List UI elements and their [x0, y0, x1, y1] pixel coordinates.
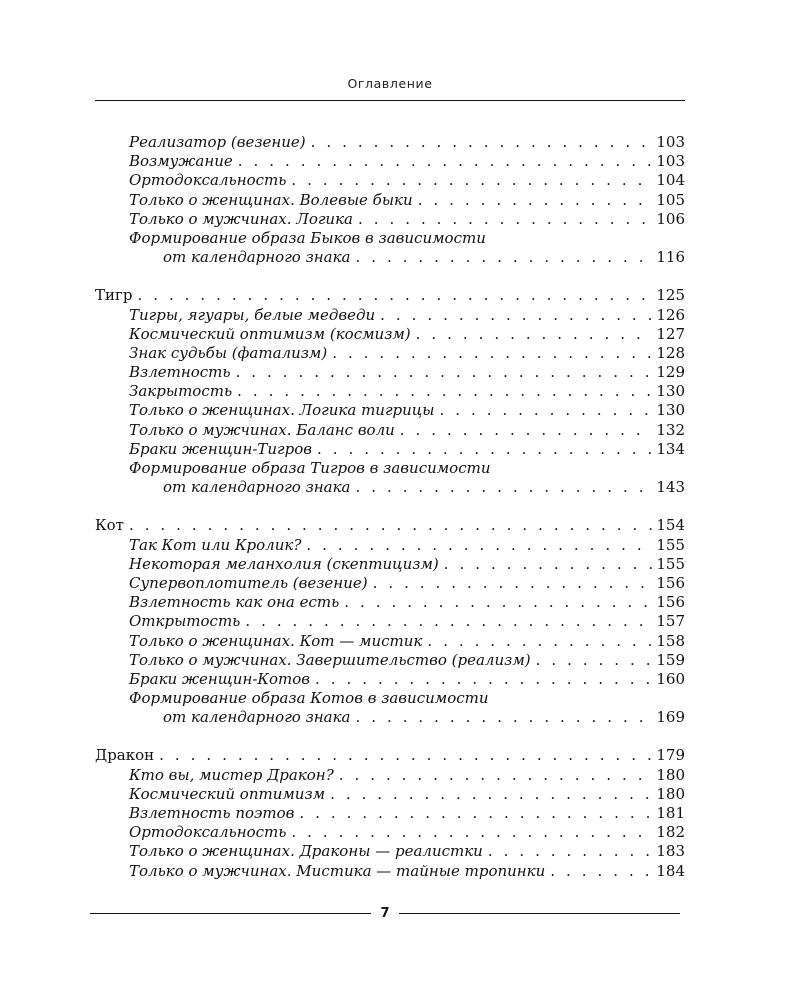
toc-entry [95, 382, 685, 401]
dot-leader [439, 555, 653, 574]
toc-entry [95, 478, 685, 497]
toc-entry-page: 179 [656, 746, 685, 765]
toc-entry [95, 536, 685, 555]
toc-entry [95, 248, 685, 267]
toc-entry-page: 158 [656, 631, 685, 650]
toc-entry-title: Ортодоксальность [129, 823, 287, 842]
toc-entry-title: Взлетность как она есть [129, 593, 340, 612]
toc-entry [95, 651, 685, 670]
dot-leader [327, 344, 652, 363]
toc-entry [95, 459, 685, 478]
dot-leader [286, 171, 652, 190]
dot-leader [124, 516, 652, 535]
toc-entry-title: Тигры, ягуары, белые медведи [129, 305, 376, 324]
header-rule [95, 100, 685, 101]
dot-leader [286, 823, 652, 842]
toc-entry-page: 182 [656, 823, 685, 842]
dot-leader [375, 306, 652, 325]
toc-entry [95, 574, 685, 593]
toc-entry-page: 143 [656, 478, 685, 497]
toc-entry [95, 344, 685, 363]
dot-leader [232, 382, 652, 401]
toc-entry-title: Некоторая меланхолия (скептицизм) [129, 554, 439, 573]
toc-entry-page: 156 [656, 593, 685, 612]
dot-leader [350, 478, 652, 497]
dot-leader [413, 191, 653, 210]
toc-entry-title: Только о женщинах. Логика тигрицы [129, 401, 435, 420]
dot-leader [132, 286, 652, 305]
toc-chapter [95, 286, 685, 305]
toc-entry-title: Только о женщинах. Волевые быки [129, 190, 413, 209]
toc-entry [95, 632, 685, 651]
dot-leader [301, 536, 652, 555]
toc-entry-page: 103 [656, 133, 685, 151]
toc-entry-title: Супервоплотитель (везение) [129, 573, 368, 592]
toc-entry [95, 152, 685, 171]
toc-entry-title: Формирование образа Котов в зависимости [129, 689, 489, 708]
toc-entry [95, 612, 685, 631]
toc-entry [95, 670, 685, 689]
toc-entry [95, 804, 685, 823]
toc-entry-title: Кот [95, 516, 124, 535]
toc-entry-page: 116 [656, 248, 685, 267]
toc-entry-title: Космический оптимизм [129, 784, 326, 803]
toc-entry-title: Знак судьбы (фатализм) [129, 343, 328, 362]
toc-entry [95, 421, 685, 440]
dot-leader [350, 708, 652, 727]
dot-leader [231, 363, 653, 382]
dot-leader [325, 785, 652, 804]
toc-entry-page: 130 [656, 382, 685, 401]
page-footer [90, 903, 680, 923]
dot-leader [339, 593, 652, 612]
toc-entry [95, 306, 685, 325]
toc-entry-title: Тигр [95, 286, 133, 305]
toc-entry [95, 766, 685, 785]
toc-entry-title: Формирование образа Быков в зависимости [129, 228, 486, 247]
toc-entry-page: 132 [656, 420, 685, 439]
toc-entry-page: 183 [656, 842, 685, 861]
toc-chapter [95, 746, 685, 765]
toc-entry [95, 555, 685, 574]
dot-leader [368, 574, 653, 593]
dot-leader [312, 440, 652, 459]
toc-entry-title: Открытость [129, 612, 241, 631]
dot-leader [395, 421, 653, 440]
toc-entry-title: Только о мужчинах. Мистика — тайные тропинки [129, 861, 546, 880]
toc-entry-page: 180 [656, 784, 685, 803]
toc-entry-page: 129 [656, 363, 685, 382]
toc-entry-title: Возмужание [129, 152, 233, 171]
dot-leader [240, 612, 652, 631]
dot-leader [154, 746, 652, 765]
toc-entry-title: Взлетность [129, 363, 231, 382]
footer-rule-right [399, 913, 680, 914]
dot-leader [310, 670, 652, 689]
dot-leader [353, 210, 652, 229]
toc-entry [95, 708, 685, 727]
toc-entry-page: 180 [656, 765, 685, 784]
toc-entry [95, 862, 685, 881]
toc-entry-page: 125 [656, 286, 685, 305]
toc-entry-page: 160 [656, 669, 685, 688]
toc-entry-title: Только о женщинах. Драконы — реалистки [129, 842, 483, 861]
toc-entry-page: 181 [656, 804, 685, 822]
dot-leader [334, 766, 653, 785]
toc-entry-title: Дракон [95, 746, 155, 765]
toc-entry-title: Космический оптимизм (космизм) [129, 324, 411, 343]
toc-entry [95, 593, 685, 612]
toc-entry [95, 842, 685, 861]
toc-entry-page: 128 [656, 343, 685, 362]
toc-entry [95, 440, 685, 459]
toc-entry-title: от календарного знака [163, 708, 351, 727]
toc-entry-title: Взлетность поэтов [129, 804, 295, 822]
toc-entry-page: 127 [656, 324, 685, 343]
toc-entry-title: Только о мужчинах. Баланс воли [129, 420, 395, 439]
toc-entry-title: от календарного знака [163, 248, 351, 267]
toc-entry [95, 133, 685, 152]
toc-chapter [95, 516, 685, 535]
dot-leader [306, 133, 653, 152]
table-of-contents [95, 133, 685, 881]
toc-entry-page: 126 [656, 305, 685, 324]
toc-entry-title: от календарного знака [163, 478, 351, 497]
toc-entry-page: 184 [656, 861, 685, 880]
dot-leader [411, 325, 653, 344]
page-number: 7 [380, 905, 390, 921]
dot-leader [233, 152, 653, 171]
toc-entry-title: Реализатор (везение) [129, 133, 306, 151]
toc-entry-title: Так Кот или Кролик? [129, 535, 302, 554]
toc-entry [95, 823, 685, 842]
toc-entry-page: 130 [656, 401, 685, 420]
dot-leader [350, 248, 652, 267]
toc-entry [95, 325, 685, 344]
footer-rule-left [90, 913, 371, 914]
toc-entry-title: Ортодоксальность [129, 171, 287, 190]
toc-entry-title: Только о мужчинах. Завершительство (реализм) [129, 650, 531, 669]
toc-entry [95, 689, 685, 708]
toc-entry-page: 106 [656, 209, 685, 228]
toc-entry [95, 210, 685, 229]
dot-leader [531, 651, 653, 670]
toc-entry-title: Только о женщинах. Кот — мистик [129, 631, 423, 650]
dot-leader [545, 862, 652, 881]
dot-leader [422, 632, 652, 651]
toc-entry-page: 104 [656, 171, 685, 190]
toc-entry [95, 171, 685, 190]
toc-entry-title: Браки женщин-Котов [129, 669, 311, 688]
toc-entry [95, 229, 685, 248]
toc-entry-title: Браки женщин-Тигров [129, 439, 312, 458]
dot-leader [483, 842, 653, 861]
dot-leader [294, 804, 652, 823]
toc-entry [95, 191, 685, 210]
toc-entry-page: 155 [656, 554, 685, 573]
toc-entry-page: 159 [656, 650, 685, 669]
toc-entry-page: 156 [656, 573, 685, 592]
toc-entry-page: 169 [656, 708, 685, 727]
toc-entry-page: 157 [656, 612, 685, 631]
toc-entry-page: 155 [656, 535, 685, 554]
toc-entry-title: Кто вы, мистер Дракон? [129, 765, 334, 784]
toc-entry-title: Только о мужчинах. Логика [129, 209, 353, 228]
running-header: Оглавление [347, 76, 433, 91]
toc-entry [95, 363, 685, 382]
toc-entry-page: 105 [656, 190, 685, 209]
dot-leader [434, 401, 652, 420]
toc-entry-page: 154 [656, 516, 685, 535]
toc-entry-page: 103 [656, 152, 685, 171]
toc-entry-title: Формирование образа Тигров в зависимости [129, 459, 491, 477]
toc-entry-page: 134 [656, 439, 685, 458]
toc-entry [95, 401, 685, 420]
toc-entry [95, 785, 685, 804]
toc-entry-title: Закрытость [129, 382, 233, 401]
